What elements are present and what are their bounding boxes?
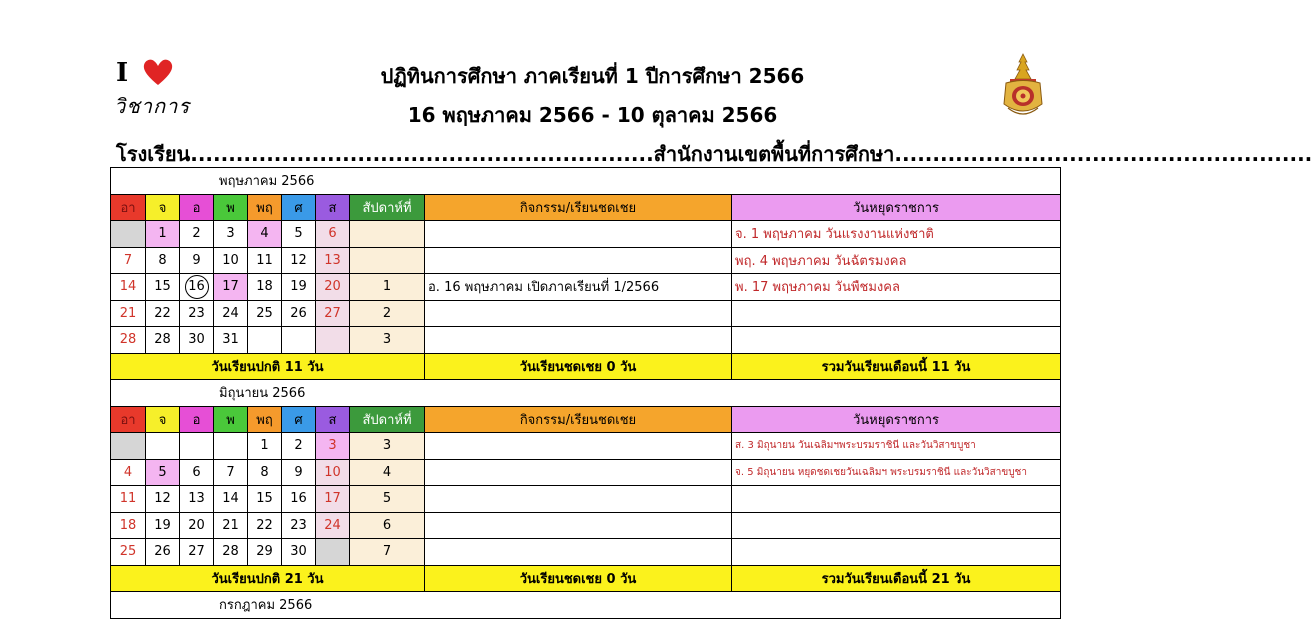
page-subtitle: 16 พฤษภาคม 2566 - 10 ตุลาคม 2566 bbox=[407, 103, 778, 127]
day-cell: 28 bbox=[214, 539, 248, 566]
day-cell: 12 bbox=[146, 486, 180, 513]
day-cell: 5 bbox=[146, 459, 180, 486]
day-cell bbox=[316, 539, 350, 566]
day-cell: 26 bbox=[282, 300, 316, 327]
day-cell bbox=[248, 327, 282, 354]
total-days-summary: รวมวันเรียนเดือนนี้ 11 วัน bbox=[732, 353, 1061, 380]
week-number: 1 bbox=[350, 274, 425, 301]
week-row bbox=[111, 300, 1061, 327]
month-title-row bbox=[111, 380, 1061, 407]
weekday-header-thu: พฤ bbox=[248, 406, 282, 433]
day-cell: 8 bbox=[146, 247, 180, 274]
week-row bbox=[111, 433, 1061, 460]
weekday-header-mon: จ bbox=[146, 406, 180, 433]
makeup-days-summary: วันเรียนชดเชย 0 วัน bbox=[425, 565, 732, 592]
total-days-summary: รวมวันเรียนเดือนนี้ 21 วัน bbox=[732, 565, 1061, 592]
logo-subtext: วิชาการ bbox=[114, 94, 191, 118]
weekday-header-sat: ส bbox=[316, 406, 350, 433]
day-cell: 13 bbox=[316, 247, 350, 274]
activity-cell bbox=[425, 539, 732, 566]
day-cell: 24 bbox=[316, 512, 350, 539]
day-cell: 10 bbox=[214, 247, 248, 274]
day-cell: 7 bbox=[214, 459, 248, 486]
week-row bbox=[111, 327, 1061, 354]
day-cell: 4 bbox=[248, 221, 282, 248]
week-row bbox=[111, 512, 1061, 539]
week-row bbox=[111, 247, 1061, 274]
day-cell: 10 bbox=[316, 459, 350, 486]
day-cell: 23 bbox=[180, 300, 214, 327]
week-number: 2 bbox=[350, 300, 425, 327]
day-cell: 7 bbox=[111, 247, 146, 274]
day-cell: 12 bbox=[282, 247, 316, 274]
activity-cell bbox=[425, 459, 732, 486]
day-cell: 6 bbox=[316, 221, 350, 248]
day-cell: 30 bbox=[180, 327, 214, 354]
week-header: สัปดาห์ที่ bbox=[350, 406, 425, 433]
day-cell: 26 bbox=[146, 539, 180, 566]
day-cell bbox=[111, 221, 146, 248]
day-cell: 25 bbox=[248, 300, 282, 327]
holiday-cell bbox=[732, 327, 1061, 354]
week-row bbox=[111, 274, 1061, 301]
weekday-header-thu: พฤ bbox=[248, 194, 282, 221]
weekday-header-wed: พ bbox=[214, 194, 248, 221]
holiday-cell bbox=[732, 539, 1061, 566]
month-summary-row bbox=[111, 565, 1061, 592]
month-title: พฤษภาคม 2566 bbox=[111, 168, 1061, 195]
day-cell bbox=[180, 274, 214, 301]
day-cell: 30 bbox=[282, 539, 316, 566]
weekday-header-sun: อา bbox=[111, 406, 146, 433]
day-cell bbox=[316, 327, 350, 354]
holiday-cell: จ. 1 พฤษภาคม วันแรงงานแห่งชาติ bbox=[732, 221, 1061, 248]
day-cell: 18 bbox=[111, 512, 146, 539]
day-cell: 14 bbox=[214, 486, 248, 513]
ministry-emblem-icon bbox=[998, 52, 1048, 122]
day-cell: 20 bbox=[316, 274, 350, 301]
holiday-cell: จ. 5 มิถุนายน หยุดชดเชยวันเฉลิมฯ พระบรมราชินี และวันวิสาขบูชา bbox=[732, 459, 1061, 486]
weekday-header-row bbox=[111, 194, 1061, 221]
day-cell: 9 bbox=[180, 247, 214, 274]
activity-cell bbox=[425, 247, 732, 274]
day-cell: 2 bbox=[282, 433, 316, 460]
day-cell: 2 bbox=[180, 221, 214, 248]
makeup-days-summary: วันเรียนชดเชย 0 วัน bbox=[425, 353, 732, 380]
day-cell: 20 bbox=[180, 512, 214, 539]
day-cell: 9 bbox=[282, 459, 316, 486]
normal-days-summary: วันเรียนปกติ 21 วัน bbox=[111, 565, 425, 592]
day-number-circled: 16 bbox=[185, 275, 209, 299]
day-cell: 21 bbox=[111, 300, 146, 327]
holiday-cell: ส. 3 มิถุนายน วันเฉลิมฯพระบรมราชินี และวันวิสาขบูชา bbox=[732, 433, 1061, 460]
holiday-cell bbox=[732, 486, 1061, 513]
weekday-header-wed: พ bbox=[214, 406, 248, 433]
week-number: 7 bbox=[350, 539, 425, 566]
month-title-row bbox=[111, 168, 1061, 195]
holiday-cell: พ. 17 พฤษภาคม วันพืชมงคล bbox=[732, 274, 1061, 301]
week-number: 3 bbox=[350, 433, 425, 460]
activity-header: กิจกรรม/เรียนชดเชย bbox=[425, 406, 732, 433]
day-cell bbox=[214, 433, 248, 460]
day-cell: 3 bbox=[316, 433, 350, 460]
weekday-header-sun: อา bbox=[111, 194, 146, 221]
month-summary-row bbox=[111, 353, 1061, 380]
weekday-header-fri: ศ bbox=[282, 194, 316, 221]
day-cell: 17 bbox=[214, 274, 248, 301]
week-row bbox=[111, 221, 1061, 248]
day-cell: 4 bbox=[111, 459, 146, 486]
page-title: ปฏิทินการศึกษา ภาคเรียนที่ 1 ปีการศึกษา 2566 bbox=[380, 64, 805, 88]
day-cell bbox=[111, 433, 146, 460]
week-number: 5 bbox=[350, 486, 425, 513]
day-cell bbox=[180, 433, 214, 460]
day-cell bbox=[282, 327, 316, 354]
day-cell: 1 bbox=[146, 221, 180, 248]
week-row bbox=[111, 486, 1061, 513]
day-cell: 15 bbox=[248, 486, 282, 513]
academic-calendar-table bbox=[110, 167, 1061, 619]
day-cell: 5 bbox=[282, 221, 316, 248]
activity-cell bbox=[425, 327, 732, 354]
logo-letter: I bbox=[116, 58, 129, 88]
day-cell: 16 bbox=[282, 486, 316, 513]
activity-cell bbox=[425, 512, 732, 539]
day-cell: 28 bbox=[111, 327, 146, 354]
week-row bbox=[111, 539, 1061, 566]
day-cell: 6 bbox=[180, 459, 214, 486]
activity-header: กิจกรรม/เรียนชดเชย bbox=[425, 194, 732, 221]
day-cell bbox=[146, 433, 180, 460]
month-title: มิถุนายน 2566 bbox=[111, 380, 1061, 407]
day-cell: 28 bbox=[146, 327, 180, 354]
weekday-header-sat: ส bbox=[316, 194, 350, 221]
day-cell: 19 bbox=[282, 274, 316, 301]
holiday-cell bbox=[732, 512, 1061, 539]
day-cell: 14 bbox=[111, 274, 146, 301]
day-cell: 25 bbox=[111, 539, 146, 566]
weekday-header-tue: อ bbox=[180, 194, 214, 221]
day-cell: 24 bbox=[214, 300, 248, 327]
activity-cell bbox=[425, 486, 732, 513]
day-cell: 23 bbox=[282, 512, 316, 539]
day-cell: 27 bbox=[180, 539, 214, 566]
week-header: สัปดาห์ที่ bbox=[350, 194, 425, 221]
day-cell: 27 bbox=[316, 300, 350, 327]
weekday-header-row bbox=[111, 406, 1061, 433]
normal-days-summary: วันเรียนปกติ 11 วัน bbox=[111, 353, 425, 380]
day-cell: 29 bbox=[248, 539, 282, 566]
week-number bbox=[350, 247, 425, 274]
holiday-cell: พฤ. 4 พฤษภาคม วันฉัตรมงคล bbox=[732, 247, 1061, 274]
week-row bbox=[111, 459, 1061, 486]
day-cell: 19 bbox=[146, 512, 180, 539]
activity-cell bbox=[425, 433, 732, 460]
day-cell: 13 bbox=[180, 486, 214, 513]
day-cell: 11 bbox=[111, 486, 146, 513]
activity-cell bbox=[425, 221, 732, 248]
school-line: โรงเรียน.............................................................สำนักงานเขตพื้นที่การศึกษา....................................................... bbox=[116, 142, 1312, 166]
weekday-header-tue: อ bbox=[180, 406, 214, 433]
day-cell: 15 bbox=[146, 274, 180, 301]
week-number: 3 bbox=[350, 327, 425, 354]
day-cell: 21 bbox=[214, 512, 248, 539]
month-title-row bbox=[111, 592, 1061, 619]
weekday-header-mon: จ bbox=[146, 194, 180, 221]
day-cell: 8 bbox=[248, 459, 282, 486]
day-cell: 18 bbox=[248, 274, 282, 301]
holiday-header: วันหยุดราชการ bbox=[732, 194, 1061, 221]
week-number: 4 bbox=[350, 459, 425, 486]
activity-cell bbox=[425, 300, 732, 327]
day-cell: 22 bbox=[146, 300, 180, 327]
day-cell: 22 bbox=[248, 512, 282, 539]
day-cell: 17 bbox=[316, 486, 350, 513]
day-cell: 1 bbox=[248, 433, 282, 460]
week-number bbox=[350, 221, 425, 248]
weekday-header-fri: ศ bbox=[282, 406, 316, 433]
day-cell: 31 bbox=[214, 327, 248, 354]
activity-cell: อ. 16 พฤษภาคม เปิดภาคเรียนที่ 1/2566 bbox=[425, 274, 732, 301]
holiday-cell bbox=[732, 300, 1061, 327]
week-number: 6 bbox=[350, 512, 425, 539]
day-cell: 11 bbox=[248, 247, 282, 274]
day-cell: 3 bbox=[214, 221, 248, 248]
holiday-header: วันหยุดราชการ bbox=[732, 406, 1061, 433]
month-title: กรกฎาคม 2566 bbox=[111, 592, 1061, 619]
